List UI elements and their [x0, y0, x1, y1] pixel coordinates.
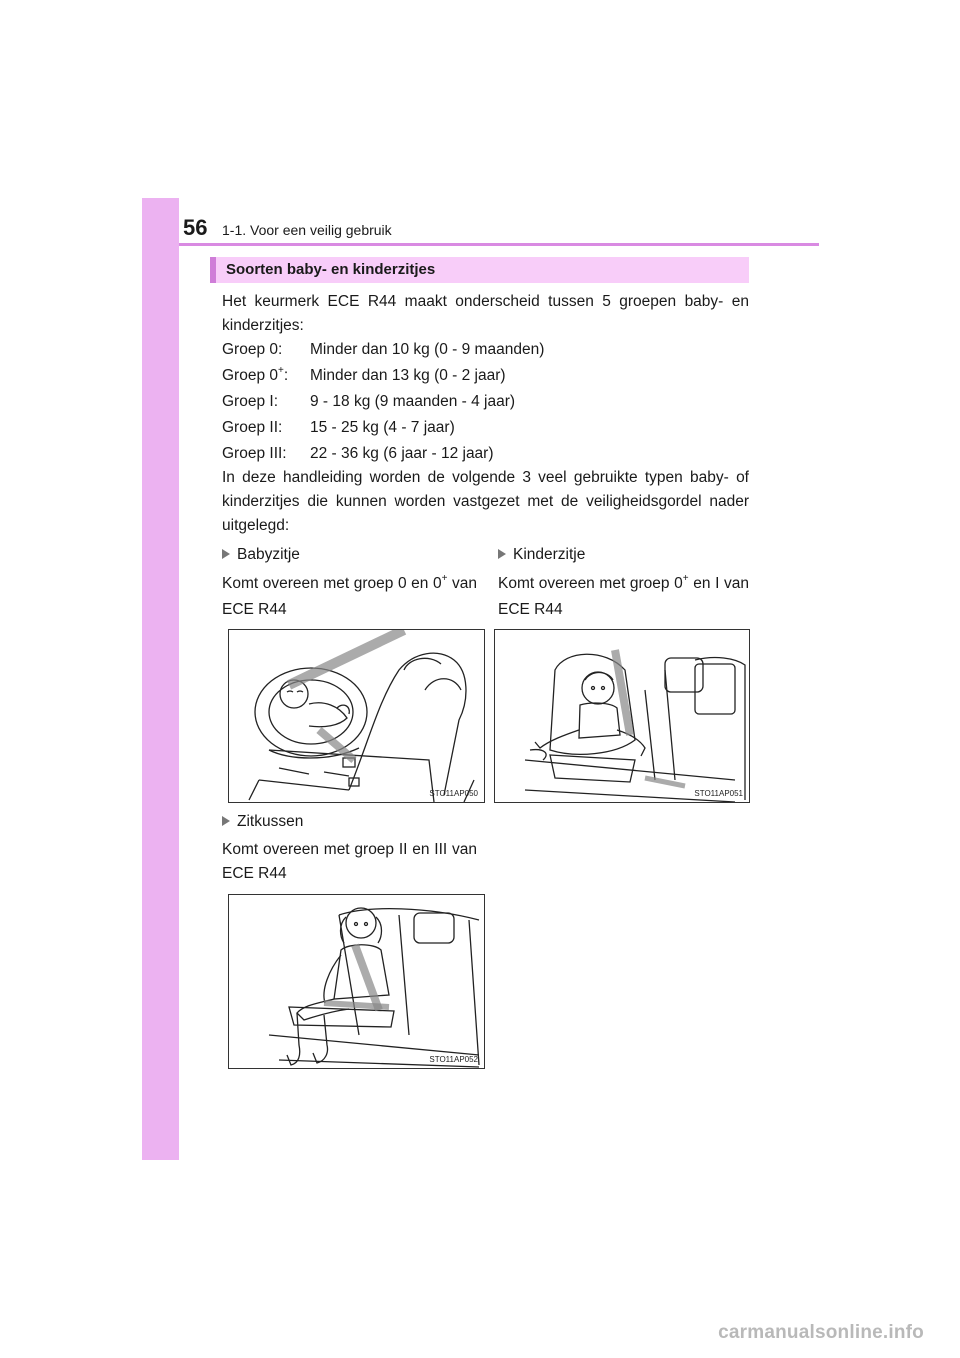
- group-row: [222, 442, 749, 466]
- group-row: [222, 416, 749, 440]
- triangle-bullet-icon: [498, 549, 506, 559]
- group-value: Minder dan 13 kg (0 - 2 jaar): [310, 367, 506, 384]
- superscript-plus: +: [682, 573, 689, 584]
- item-heading-kinderzitje: Kinderzitje: [498, 545, 585, 565]
- item-heading-babyzitje: Babyzitje: [222, 545, 300, 565]
- outro-paragraph: In deze handleiding worden de volgende 3 veel gebruikte typen baby- of kinderzitjes die kunnen worden vastgezet met de veiligheidsgordel nader uitgelegd:: [222, 469, 749, 534]
- group-value: 9 - 18 kg (9 maanden - 4 jaar): [310, 393, 516, 410]
- group-row: [222, 364, 749, 388]
- group-row: [222, 390, 749, 414]
- page-number: 56: [183, 215, 208, 240]
- side-tab-bar: [142, 198, 179, 1160]
- triangle-bullet-icon: [222, 549, 230, 559]
- section-heading-accent: [210, 257, 216, 283]
- zitkussen-illustration: [228, 894, 485, 1069]
- figure-code: STO11AP052: [429, 1055, 478, 1064]
- kinderzitje-illustration: [494, 629, 750, 803]
- babyzitje-illustration: [228, 629, 485, 803]
- triangle-bullet-icon: [222, 816, 230, 826]
- group-label: Groep 0:: [222, 341, 283, 358]
- group-value: 22 - 36 kg (6 jaar - 12 jaar): [310, 445, 494, 462]
- item-description: Komt overeen met groep 0+ en I van ECE R44: [498, 573, 749, 618]
- intro-paragraph: Het keurmerk ECE R44 maakt onderscheid tussen 5 groepen baby- en kinderzitjes:: [222, 293, 749, 334]
- item-description: Komt overeen met groep II en III van ECE R44: [222, 841, 477, 882]
- group-value: Minder dan 10 kg (0 - 9 maanden): [310, 341, 545, 358]
- group-label: Groep III:: [222, 445, 287, 462]
- superscript-plus: +: [441, 573, 448, 584]
- group-label: Groep 0+:: [222, 365, 289, 384]
- watermark: carmanualsonline.info: [718, 1322, 924, 1343]
- item-description: Komt overeen met groep 0 en 0+ van ECE R44: [222, 573, 477, 618]
- section-heading-label: Soorten baby- en kinderzitjes: [226, 261, 436, 278]
- group-label: Groep II:: [222, 419, 283, 436]
- group-label: Groep I:: [222, 393, 278, 410]
- section-heading: [210, 257, 749, 283]
- header-rule: [179, 243, 819, 246]
- group-row: [222, 338, 749, 362]
- figure-code: STO11AP050: [429, 789, 478, 798]
- figure-code: STO11AP051: [694, 789, 743, 798]
- superscript-plus: +: [278, 365, 284, 376]
- chapter-title: 1-1. Voor een veilig gebruik: [222, 222, 392, 238]
- item-heading-zitkussen: Zitkussen: [222, 812, 303, 832]
- group-value: 15 - 25 kg (4 - 7 jaar): [310, 419, 455, 436]
